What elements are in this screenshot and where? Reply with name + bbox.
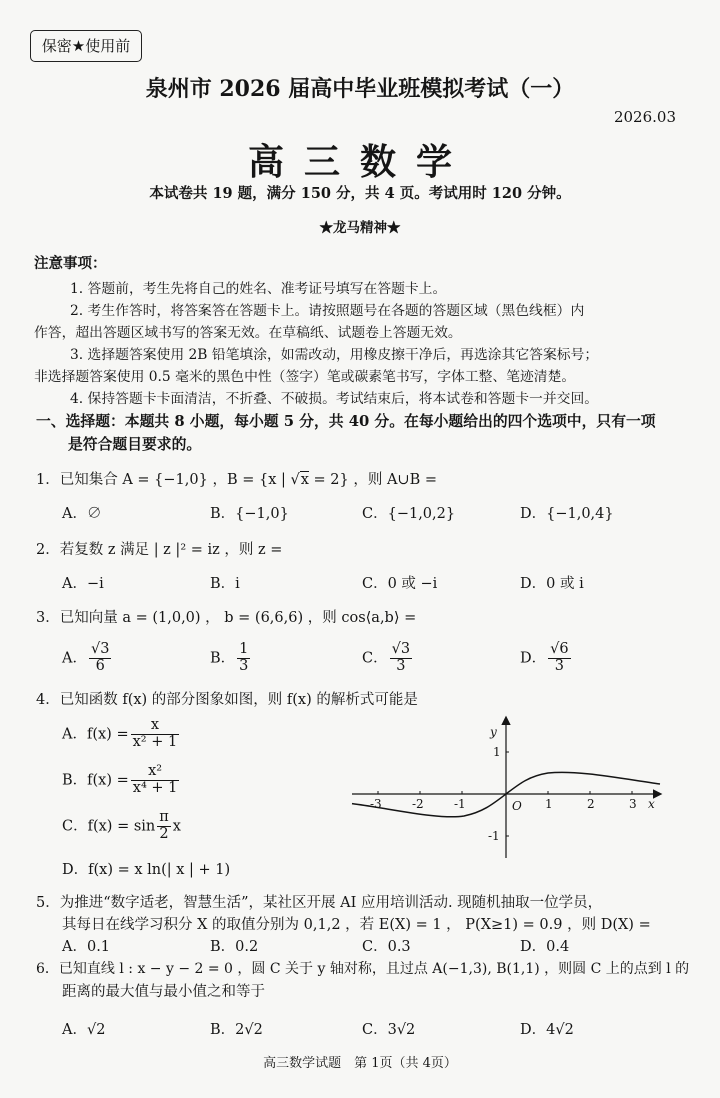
q3-option-d[interactable]	[520, 642, 573, 675]
q4-b-pre: f(x) =	[87, 772, 129, 789]
q1-option-c[interactable]: C．{−1,0,2}	[362, 506, 456, 522]
q4-b-num: x²	[131, 764, 180, 781]
x-tick-label: 2	[587, 797, 595, 811]
q4-c-post: x	[172, 818, 181, 835]
q1-sqrt: x	[300, 472, 309, 488]
q3-a-num: √3	[90, 641, 110, 657]
note-line: 2. 考生作答时，将答案答在答题卡上。请按照题号在各题的答题区域（黑色线框）内	[70, 303, 585, 319]
question-6-line1: 6．已知直线 l : x − y − 2 = 0 ，圆 C 关于 y 轴对称，且过点 A(−1,3), B(1,1) ，则圆 C 上的点到 l 的	[36, 961, 690, 977]
q4-a-pre: f(x) =	[86, 726, 129, 743]
note-line: 3. 选择题答案使用 2B 铅笔填涂，如需改动，用橡皮擦干净后，再选涂其它答案标号；	[70, 347, 599, 363]
x-tick-label: 3	[629, 797, 637, 811]
q1-option-d[interactable]: D．{−1,0,4}	[520, 506, 614, 522]
question-6-line2: 距离的最大值与最小值之和等于	[62, 984, 265, 1000]
q3-a-den: 6	[95, 657, 105, 674]
exam-title: 泉州市 2026 届高中毕业班模拟考试（一）	[145, 76, 575, 102]
section-heading: 一、选择题：本题共 8 小题，每小题 5 分，共 40 分。在每小题给出的四个选项中，只有一项	[36, 413, 656, 430]
q4-a-num: x	[131, 718, 180, 735]
q3-c-num: √3	[391, 641, 411, 657]
q2-option-d[interactable]: D．0 或 i	[520, 576, 584, 592]
q4-c-num: π	[159, 809, 169, 825]
q2-option-a[interactable]: A．−i	[62, 576, 104, 592]
section-heading-cont: 是符合题目要求的。	[68, 436, 202, 453]
q3-b-den: 3	[239, 657, 249, 674]
q5-option-d[interactable]: D．0.4	[520, 939, 570, 955]
note-line: 非选择题答案使用 0.5 毫米的黑色中性（签字）笔或碳素笔书写，字体工整、笔迹清楚。	[34, 369, 576, 385]
q5-option-a[interactable]: A．0.1	[62, 939, 111, 955]
q3-a-label: A．	[62, 650, 87, 667]
q4-option-b[interactable]	[62, 764, 181, 797]
x-tick-label: 1	[545, 797, 553, 811]
q4-option-a[interactable]	[62, 718, 181, 751]
q3-option-c[interactable]	[362, 642, 414, 675]
question-1-stem: 1．已知集合 A = {−1,0} ，B = {x | √x = 2} ，则 A∪B =	[36, 472, 437, 488]
q4-option-d[interactable]: D．f(x) = x ln(| x | + 1)	[62, 862, 231, 878]
q1-stem-b: = 2} ，则 A∪B =	[308, 472, 437, 488]
notes-heading: 注意事项：	[34, 255, 107, 272]
q4-c-label: C．	[62, 818, 88, 835]
q4-c-pre: f(x) = sin	[87, 818, 156, 835]
q1-option-b[interactable]: B．{−1,0}	[210, 506, 289, 522]
function-graph	[348, 712, 668, 862]
q3-option-b[interactable]	[210, 642, 252, 675]
y-axis-label: y	[490, 725, 497, 739]
q4-b-den: x⁴ + 1	[132, 779, 178, 796]
q1-option-a[interactable]: A．∅	[62, 506, 102, 522]
q2-option-c[interactable]: C．0 或 −i	[362, 576, 438, 592]
note-line: 1. 答题前，考生先将自己的姓名、准考证号填写在答题卡上。	[70, 281, 447, 297]
subject-title: 高三数学	[247, 141, 472, 183]
q3-c-den: 3	[396, 657, 406, 674]
exam-info: 本试卷共 19 题，满分 150 分，共 4 页。考试用时 120 分钟。	[149, 185, 571, 202]
q4-c-den: 2	[159, 825, 169, 842]
origin-label: O	[512, 799, 522, 813]
q3-d-den: 3	[554, 657, 564, 674]
q1-stem-a: 1．已知集合 A = {−1,0} ，B = {x |	[36, 472, 291, 488]
note-line: 作答，超出答题区域书写的答案无效。在草稿纸、试题卷上答题无效。	[34, 325, 462, 341]
note-line: 4. 保持答题卡卡面清洁，不折叠、不破损。考试结束后，将本试卷和答题卡一并交回。	[70, 391, 599, 407]
y-tick-label: 1	[493, 745, 501, 759]
x-tick-label: -1	[454, 797, 466, 811]
confidential-stamp: 保密★使用前	[30, 30, 142, 62]
q5-option-c[interactable]: C．0.3	[362, 939, 411, 955]
q3-b-num: 1	[239, 641, 249, 657]
q2-option-b[interactable]: B．i	[210, 576, 240, 592]
y-tick-label: -1	[488, 829, 500, 843]
q4-a-label: A．	[62, 726, 87, 743]
question-5-line1: 5．为推进“数字适老，智慧生活”，某社区开展 AI 应用培训活动. 现随机抽取一位学员，	[36, 895, 603, 911]
exam-date: 2026.03	[613, 108, 676, 126]
q4-b-label: B．	[62, 772, 88, 789]
q5-option-b[interactable]: B．0.2	[210, 939, 259, 955]
motto: ★龙马精神★	[319, 220, 401, 236]
question-4-stem: 4．已知函数 f(x) 的部分图象如图，则 f(x) 的解析式可能是	[36, 692, 418, 708]
q3-d-label: D．	[520, 650, 547, 667]
page-footer: 高三数学试题 第 1页（共 4页）	[263, 1056, 457, 1071]
question-2-stem: 2．若复数 z 满足 | z |² = iz ，则 z =	[36, 542, 283, 558]
q3-b-label: B．	[210, 650, 236, 667]
q3-d-num: √6	[550, 641, 569, 657]
q3-option-a[interactable]	[62, 642, 113, 675]
x-axis-label: x	[648, 797, 655, 811]
q6-option-b[interactable]: B．2√2	[210, 1022, 263, 1038]
q3-c-label: C．	[362, 650, 388, 667]
question-5-line2: 其每日在线学习积分 X 的取值分别为 0,1,2 ，若 E(X) = 1 ， P(X≥1) = 0.9 ，则 D(X) =	[62, 917, 651, 933]
q6-option-d[interactable]: D．4√2	[520, 1022, 574, 1038]
q6-option-a[interactable]: A．√2	[62, 1022, 106, 1038]
q4-a-den: x² + 1	[132, 733, 178, 750]
q6-option-c[interactable]: C．3√2	[362, 1022, 416, 1038]
q4-option-c[interactable]	[62, 810, 181, 843]
x-tick-label: -3	[370, 797, 382, 811]
x-tick-label: -2	[412, 797, 424, 811]
question-3-stem: 3．已知向量 a = (1,0,0) ， b = (6,6,6) ，则 cos⟨a,b⟩ =	[36, 610, 417, 626]
